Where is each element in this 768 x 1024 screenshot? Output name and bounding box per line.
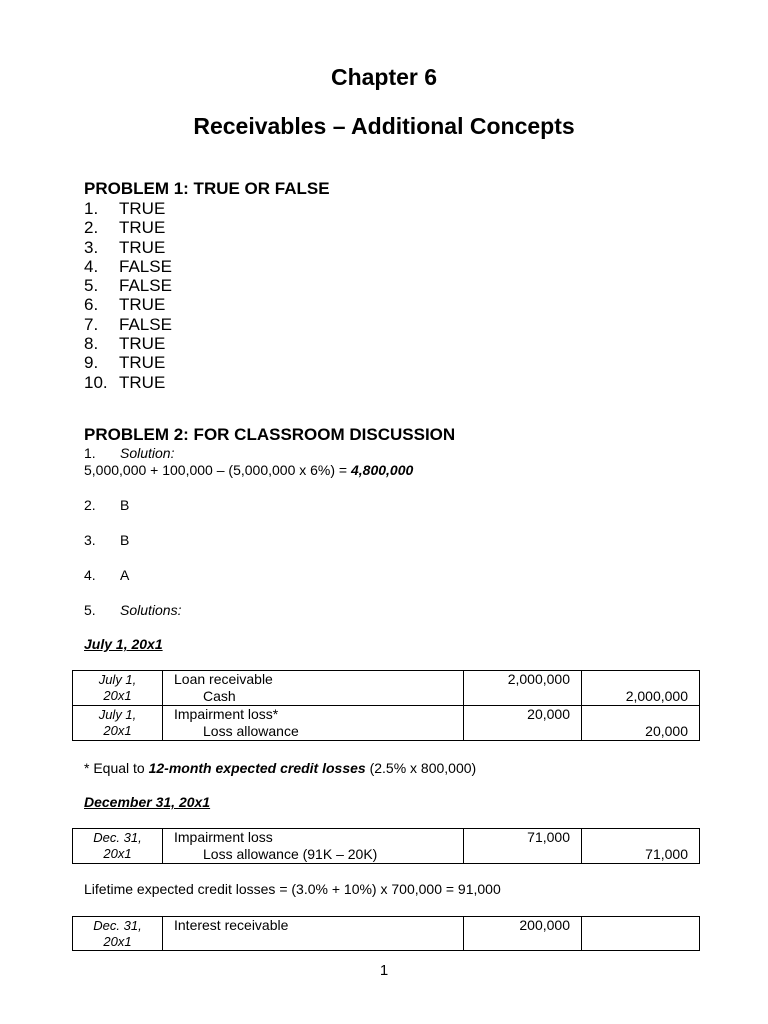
credit-account: Loss allowance (91K – 20K) [203,846,378,862]
date-line: July 1, [98,672,137,687]
table-row [73,706,700,741]
date-line: 20x1 [103,688,132,703]
interest-journal-table [72,916,700,951]
item-answer: TRUE [119,237,166,257]
july-heading: July 1, 20x1 [84,636,163,652]
entry-accounts [163,829,464,864]
item-number: 1. [84,199,99,218]
chapter-title: Chapter 6 [330,64,438,90]
date-line: 20x1 [103,723,132,738]
december-journal-table [72,828,700,864]
formula-result: 4,800,000 [350,462,414,478]
credit-amount [582,706,700,741]
item-number: 3. [84,237,99,257]
problem-1-answer-list [84,199,330,392]
item-4 [84,567,684,584]
debit-account: Impairment loss* [174,706,279,722]
amount: 71,000 [527,829,570,845]
item-answer: B [120,532,130,548]
amount: 2,000,000 [625,688,688,704]
page-number: 1 [379,962,389,979]
list-item [84,238,330,257]
item-number: 4. [84,567,96,583]
item-2 [84,497,684,514]
date-line: July 1, [98,707,137,722]
debit-amount [464,706,582,741]
debit-account: Interest receivable [174,917,289,933]
amount: 71,000 [645,846,688,862]
credit-account: Cash [203,688,236,704]
amount: 2,000,000 [507,671,570,687]
list-item [84,373,330,392]
item-number: 5. [84,276,99,296]
entry-date [73,829,163,864]
item-number: 4. [84,256,99,276]
item-answer: TRUE [119,372,166,392]
debit-amount [464,671,582,706]
item-label: Solutions: [120,602,182,618]
list-item [84,257,330,276]
item-label: Solution: [120,445,175,461]
item-number: 8. [84,334,99,354]
list-item [84,218,330,237]
item-answer: TRUE [119,295,166,315]
item-3 [84,532,684,549]
problem-1-heading: PROBLEM 1: TRUE OR FALSE [84,179,330,198]
credit-amount [582,917,700,951]
item-number: 9. [84,353,99,373]
credit-account: Loss allowance [203,723,299,739]
entry-date [73,671,163,706]
problem-2-section [84,425,684,619]
list-item [84,353,330,372]
entry-date [73,706,163,741]
item-number: 1. [84,445,96,461]
item-answer: FALSE [119,314,172,334]
amount: 20,000 [645,723,688,739]
list-item [84,315,330,334]
lifetime-ecl-note: Lifetime expected credit losses = (3.0% + 10%) x 700,000 = 91,000 [84,881,501,897]
entry-accounts [163,917,464,951]
item-answer: FALSE [119,256,172,276]
list-item [84,334,330,353]
debit-amount [464,917,582,951]
amount: 200,000 [519,917,570,933]
document-title: Receivables – Additional Concepts [193,113,575,139]
item-number: 2. [84,497,96,513]
item-number: 7. [84,314,99,334]
item-answer: FALSE [119,276,172,296]
date-line: 20x1 [103,934,132,949]
item-answer: TRUE [119,353,166,373]
date-line: Dec. 31, [93,830,142,845]
list-item [84,276,330,295]
date-line: 20x1 [103,846,132,861]
amount: 20,000 [527,706,570,722]
item-answer: TRUE [119,334,166,354]
list-item [84,199,330,218]
item-1-formula [84,462,684,479]
item-answer: A [120,567,130,583]
debit-amount [464,829,582,864]
july-journal-table [72,670,700,741]
entry-date [73,917,163,951]
item-number: 3. [84,532,96,548]
credit-amount [582,671,700,706]
debit-account: Loan receivable [174,671,273,687]
date-line: Dec. 31, [93,918,142,933]
entry-accounts [163,706,464,741]
item-number: 10. [84,372,108,392]
table-row [73,917,700,951]
note-prefix: * Equal to [84,760,149,776]
item-5 [84,602,684,619]
item-answer: B [120,497,130,513]
table-row [73,829,700,864]
list-item [84,295,330,314]
item-1-label [84,445,684,462]
note-emphasis: 12-month expected credit losses [148,760,366,776]
item-number: 6. [84,295,99,315]
credit-amount [582,829,700,864]
note-suffix: (2.5% x 800,000) [365,760,477,776]
item-number: 5. [84,602,96,618]
december-heading: December 31, 20x1 [84,794,211,810]
item-number: 2. [84,218,99,238]
problem-2-heading: PROBLEM 2: FOR CLASSROOM DISCUSSION [84,425,456,444]
item-answer: TRUE [119,199,166,218]
problem-1-section [84,179,330,392]
item-answer: TRUE [119,218,166,238]
formula-text: 5,000,000 + 100,000 – (5,000,000 x 6%) = [84,462,351,478]
debit-account: Impairment loss [174,829,273,845]
entry-accounts [163,671,464,706]
table-row [73,671,700,706]
ecl-footnote [84,760,476,776]
